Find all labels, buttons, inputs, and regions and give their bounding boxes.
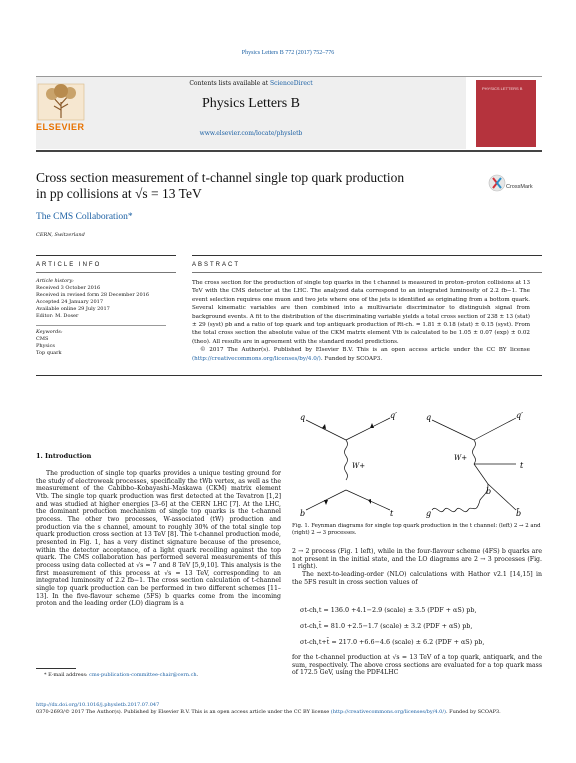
title-line-1: Cross section measurement of t-channel single top quark production xyxy=(36,170,405,185)
fig-label: q′ xyxy=(390,411,397,420)
cc-license-link-footer[interactable]: (http://creativecommons.org/licenses/by/4.0/) xyxy=(330,708,446,715)
equation-antitop: σt-ch,t̄ = 81.0 +2.5−1.7 (scale) ± 3.2 (PDF + αS) pb, xyxy=(300,622,473,630)
fig-label: W+ xyxy=(352,462,366,470)
bottom-matter xyxy=(36,702,542,715)
history-editor: Editor: M. Doser xyxy=(36,313,79,319)
keywords-label: Keywords: xyxy=(36,329,63,335)
abstract-sub-rule xyxy=(192,272,542,273)
cc-license-link[interactable]: (http://creativecommons.org/licenses/by/4.0/) xyxy=(192,355,321,362)
equation-top: σt-ch,t = 136.0 +4.1−2.9 (scale) ± 3.5 (PDF + αS) pb, xyxy=(300,606,477,614)
history-received: Received 3 October 2016 xyxy=(36,285,101,291)
header-bottom-rule xyxy=(36,150,542,152)
fig-label: W+ xyxy=(454,454,468,462)
author-list[interactable]: The CMS Collaboration* xyxy=(36,212,133,222)
abstract-body xyxy=(192,279,530,363)
article-title xyxy=(36,170,456,202)
feynman-diagram-right xyxy=(432,418,516,512)
keyword: Physics xyxy=(36,343,55,349)
journal-name: Physics Letters B xyxy=(202,96,300,111)
abstract-text: The cross section for the production of single top quarks in the t channel is measured in proton–proton collisions at 13 TeV with the CMS detector at the LHC. The analyzed data correspond to an integrated luminosity of 2.2 fb−1. The event selection requires one muon and two jets where one of the jets is identified as originating from a bottom quark. Several kinematic variables are then combined into a multivariate discriminator to distinguish signal from background events. A fit to the distribution of the discriminating variable yields a total cross section of 238 ± 13 (stat) ± 29 (syst) pb and a ratio of top quark and top antiquark production of Rt-ch. = 1.81 ± 0.18 (stat) ± 0.15 (syst). From the total cross section the absolute value of the CKM matrix element Vtb is calculated to be 1.05 ± 0.07 (exp) ± 0.02 (theo). All results are in agreement with the standard model predictions. xyxy=(192,280,530,345)
article-info-heading: ARTICLE INFO xyxy=(36,262,102,268)
keyword: CMS xyxy=(36,336,49,342)
fig-label: q xyxy=(426,413,432,422)
sciencedirect-link[interactable]: ScienceDirect xyxy=(270,80,313,87)
right-column-text xyxy=(292,548,542,586)
abstract-license: © 2017 The Author(s). Published by Elsevier B.V. This is an open access article under the CC BY license (http://creativecommons.org/licenses/by/4.0/). Funded by SCOAP3. xyxy=(192,347,530,362)
introduction-text: The production of single top quarks provides a unique testing ground for the study of electroweak processes, specifically the tWb vertex, as well as the measurement of the Cabibbo–Kobayashi–Maskawa (CKM) matrix element Vtb. The single top quark production was first detected at the Tevatron [1,2] and was studied at higher energies [3–6] at the CERN LHC [7]. At the LHC, the dominant production mechanism of single top quarks is the t-channel process. The other two processes, W-associated (tW) production and production via the s channel, amount to roughly 30% of the total single top quark production cross section at 13 TeV [8]. The t-channel production mode, presented in Fig. 1, has a very distinct signature because of the presence, within the detector acceptance, of a light quark recoiling against the top quark. The CMS collaboration has performed several measurements of this process using data collected at √s = 7 and 8 TeV [5,9,10]. This analysis is the first measurement of this process at √s = 13 TeV, corresponding to an integrated luminosity of 2.2 fb−1. The cross section calculation of t-channel single top quark production can be performed in two different schemes [11–13]. In the five-flavour scheme (5FS) b quarks come from the incoming proton and the leading order (LO) diagram is a xyxy=(36,470,281,608)
fig-label: q xyxy=(300,413,306,422)
footnote: * E-mail address: cms-publication-committee-chair@cern.ch. xyxy=(44,672,199,678)
header-band xyxy=(36,77,466,149)
fig-label: b xyxy=(486,487,492,496)
email-link[interactable]: cms-publication-committee-chair@cern.ch xyxy=(89,672,197,678)
affiliation: CERN, Switzerland xyxy=(36,232,85,238)
fig-label: t xyxy=(390,509,394,518)
section-heading-introduction: 1. Introduction xyxy=(36,452,92,460)
title-line-2: in pp collisions at √s = 13 TeV xyxy=(36,186,202,201)
abstract-heading: ABSTRACT xyxy=(192,262,241,268)
elsevier-wordmark: ELSEVIER xyxy=(36,122,85,132)
fig-label: b xyxy=(300,509,306,518)
fig-label: t xyxy=(520,461,524,470)
keyword: Top quark xyxy=(36,350,62,356)
info-divider xyxy=(36,320,166,326)
history-online: Available online 29 July 2017 xyxy=(36,306,110,312)
journal-homepage-link[interactable]: www.elsevier.com/locate/physletb xyxy=(199,130,303,137)
title-math: √s = 13 TeV xyxy=(135,186,202,201)
front-matter-bottom-rule xyxy=(36,375,542,376)
history-label: Article history: xyxy=(36,278,74,284)
history-accepted: Accepted 24 January 2017 xyxy=(36,299,104,305)
footnote-rule xyxy=(36,668,76,669)
cover-title: PHYSICS LETTERS B xyxy=(482,86,523,91)
crossmark-label: CrossMark xyxy=(506,184,533,190)
fig-label: q′ xyxy=(516,411,523,420)
contents-line: Contents lists available at ScienceDirect xyxy=(189,80,313,87)
paragraph: The next-to-leading-order (NLO) calculations with Hathor v2.1 [14,15] in the 5FS result in cross section values of xyxy=(292,570,542,586)
article-info xyxy=(36,278,166,357)
paragraph: 2 → 2 process (Fig. 1 left), while in the four-flavour scheme (4FS) b quarks are not present in the initial state, and the LO diagrams are 2 → 3 processes (Fig. 1 right). xyxy=(292,548,542,571)
crossmark-icon xyxy=(488,174,506,192)
article-info-top-rule xyxy=(36,255,176,256)
feynman-diagram-left xyxy=(306,418,390,510)
abstract-top-rule xyxy=(192,255,542,256)
equation-sum: σt-ch,t+t̄ = 217.0 +6.6−4.6 (scale) ± 6.2 (PDF + αS) pb, xyxy=(300,638,485,646)
article-info-sub-rule xyxy=(36,272,176,273)
fig-label: g xyxy=(426,509,432,518)
figure-feynman-diagrams xyxy=(298,410,542,522)
fig-label: b̄ xyxy=(516,509,522,518)
history-revised: Received in revised form 28 December 2016 xyxy=(36,292,150,298)
right-column-text-continued: for the t-channel production at √s = 13 TeV of a top quark, antiquark, and the sum, respectively. The above cross sections are evaluated for a top quark mass of 172.5 GeV, using the PDF4LHC xyxy=(292,654,542,677)
figure-caption: Fig. 1. Feynman diagrams for single top quark production in the t channel: (left) 2 → 2 and (right) 2 → 3 processes. xyxy=(292,523,541,536)
doi-link[interactable]: http://dx.doi.org/10.1016/j.physletb.2017.07.047 xyxy=(36,702,160,708)
running-head[interactable]: Physics Letters B 772 (2017) 752–776 xyxy=(241,50,335,56)
copyright-line: 0370-2693/© 2017 The Author(s). Published by Elsevier B.V. This is an open access article under the CC BY license (http://creativecommons.org/licenses/by/4.0/). Funded by SCOAP3. xyxy=(36,708,501,715)
